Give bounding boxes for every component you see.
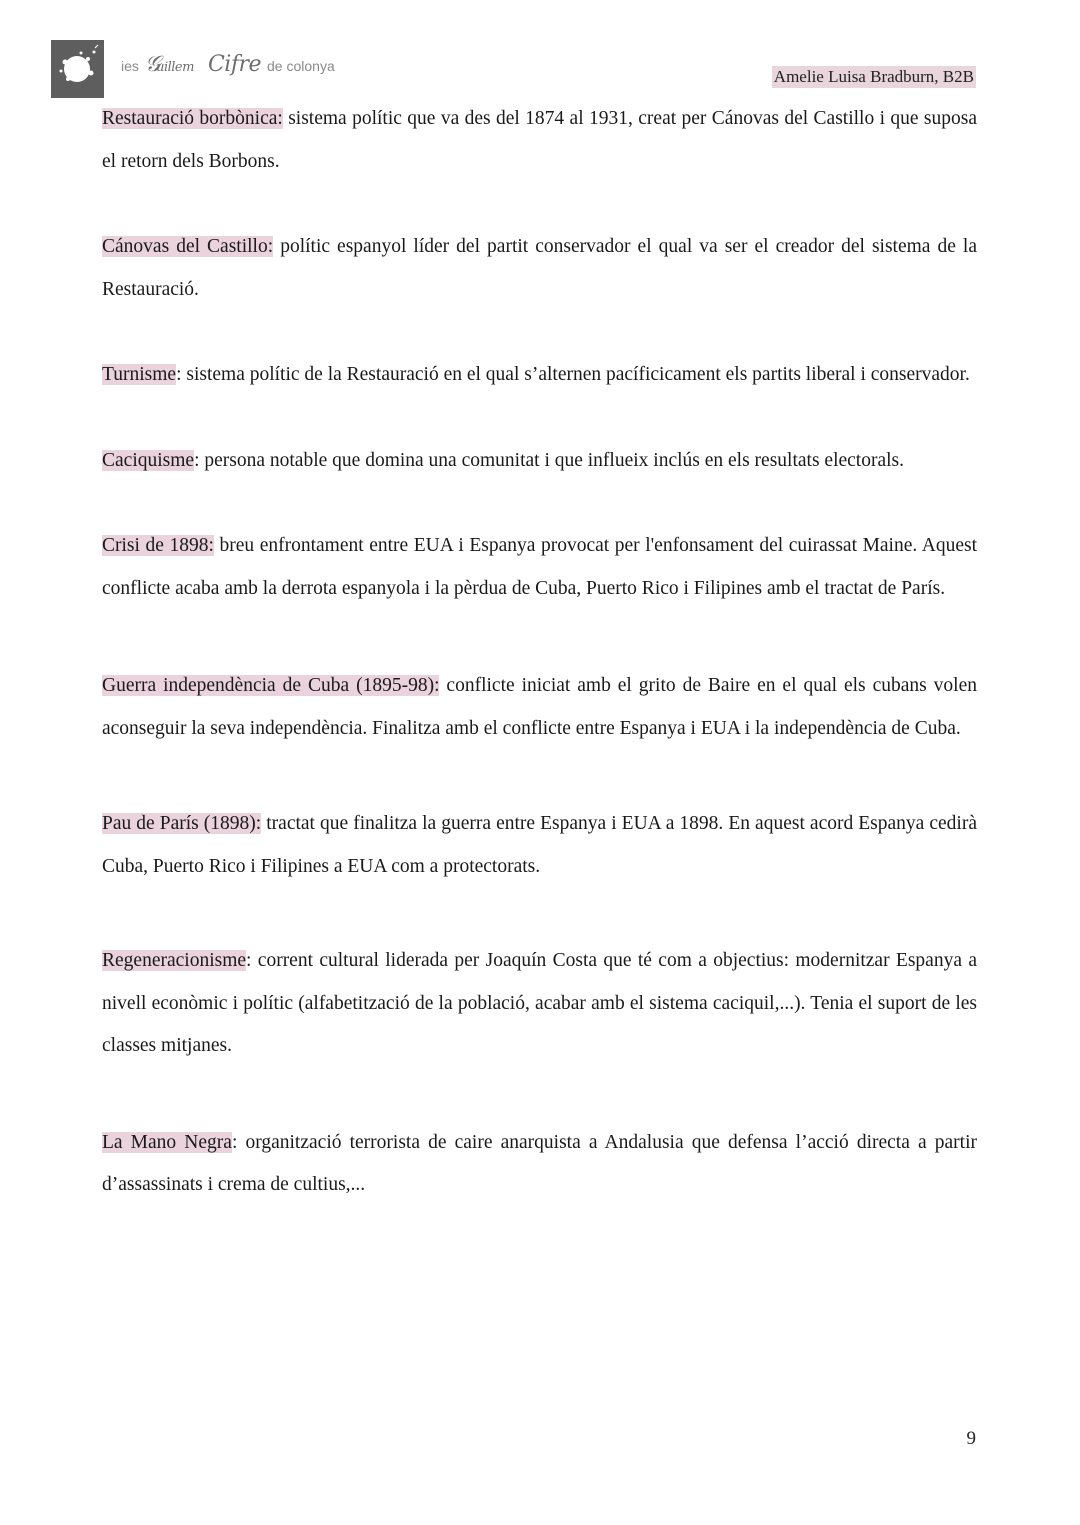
glossary-definition: : corrent cultural liderada per Joaquín Costa que té com a objectius: modernitzar Espanya a nivell econòmic i polític (alfabetització de la població, acabar amb el sistema caciquil,...). Tenia el suport de les classes mitjanes. [102, 950, 977, 1056]
glossary-definition: sistema polític que va des del 1874 al 1931, creat per Cánovas del Castillo i que suposa el retorn dels Borbons. [102, 108, 977, 172]
author-label: Amelie Luisa Bradburn, B2B [773, 67, 974, 86]
glossary-entry [102, 1122, 977, 1207]
glossary-entry [102, 525, 977, 610]
page-number: 9 [966, 1428, 976, 1449]
glossary-definition: polític espanyol líder del partit conservador el qual va ser el creador del sistema de la Restauració. [102, 236, 977, 300]
logo-suffix: de colonya [267, 57, 335, 74]
logo-script-cifre: Cifre [207, 51, 262, 77]
glossary-definition: : persona notable que domina una comunitat i que influeix inclús en els resultats electorals. [194, 449, 904, 471]
glossary-term: Guerra independència de Cuba (1895-98): [102, 675, 440, 696]
glossary-definition: breu enfrontament entre EUA i Espanya provocat per l'enfonsament del cuirassat Maine. Aquest conflicte acaba amb la derrota espanyola i la pèrdua de Cuba, Puerto Rico i Filipines amb el tractat de París. [102, 535, 977, 599]
glossary-term: Crisi de 1898: [102, 535, 214, 556]
glossary-term: Pau de París (1898): [102, 813, 262, 834]
glossary-term: Turnisme [102, 364, 177, 385]
glossary-entry [102, 98, 977, 183]
glossary-entry [102, 940, 977, 1068]
glossary-term: La Mano Negra [102, 1131, 232, 1153]
glossary-entry [102, 354, 977, 397]
glossary-definition: tractat que finalitza la guerra entre Espanya i EUA a 1898. En aquest acord Espanya cedirà Cuba, Puerto Rico i Filipines a EUA com a protectorats. [102, 813, 977, 877]
glossary-term: Regeneracionisme [102, 950, 247, 971]
glossary [102, 98, 977, 1207]
logo-script-guillem: 𝒢uillem [144, 51, 194, 77]
logo-wordmark [121, 52, 335, 77]
glossary-term: Restauració borbònica: [102, 108, 283, 129]
glossary-entry [102, 665, 977, 750]
ink-splash-icon [51, 40, 104, 98]
logo-prefix: ies [121, 57, 139, 74]
glossary-term: Caciquisme [102, 449, 195, 471]
glossary-entry [102, 440, 977, 483]
glossary-entry [102, 803, 977, 888]
logo-mark [51, 40, 104, 98]
glossary-term: Cánovas del Castillo: [102, 236, 274, 257]
glossary-definition: : organització terrorista de caire anarquista a Andalusia que defensa l’acció directa a partir d’assassinats i crema de cultius,... [102, 1131, 977, 1195]
school-logo [51, 40, 335, 98]
glossary-entry [102, 226, 977, 311]
glossary-definition: : sistema polític de la Restauració en el qual s’alternen pacíficicament els partits liberal i conservador. [176, 364, 970, 385]
glossary-definition: conflicte iniciat amb el grito de Baire en el qual els cubans volen aconseguir la seva independència. Finalitza amb el conflicte entre Espanya i EUA i la independència de Cuba. [102, 675, 977, 739]
